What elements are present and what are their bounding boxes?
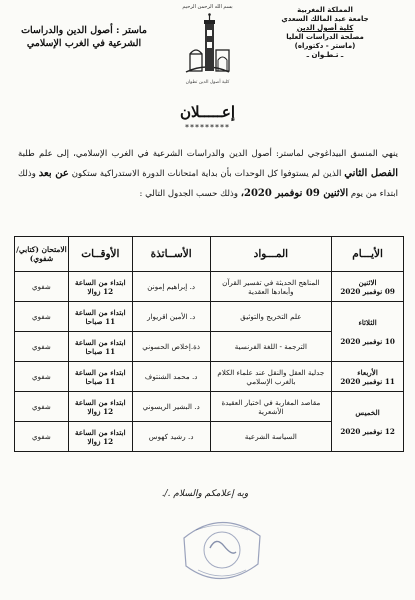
day-cell (332, 302, 404, 362)
header-university: جامعة عبد المالك السعدي (281, 15, 369, 23)
professor-cell: د. الأمين اقريوار (132, 302, 210, 332)
day-date: 10 نوفمبر 2020 (340, 336, 395, 346)
table-row (15, 272, 404, 302)
paragraph-after-remote: وذلك ابتداء من يوم (18, 169, 398, 199)
exam-type-cell: شفوي (15, 392, 69, 422)
paragraph-ending: وذلك حسب الجدول التالي : (139, 189, 239, 199)
subject-cell: السياسة الشرعية (210, 422, 332, 452)
exam-type-cell: شفوي (15, 302, 69, 332)
header-levels: (ماستر - دكتوراه) (294, 42, 356, 50)
professor-cell: د. البشير الريسوني (132, 392, 210, 422)
paragraph-middle: الذين لم يستوفوا كل الوحدات بأن بداية امتحانات الدورة الاستدراكية ستكون (71, 169, 342, 179)
day-cell (332, 392, 404, 452)
day-date: 11 نوفمبر 2020 (340, 376, 395, 386)
header-subjects: المـــواد (210, 237, 332, 272)
exam-schedule-table (14, 236, 404, 452)
table-row (15, 362, 404, 392)
announcement-paragraph (18, 145, 398, 204)
closing-line: وبه إعلامكم والسلام ./. (161, 489, 249, 499)
day-name: الثلاثاء (358, 317, 377, 327)
master-header (14, 24, 154, 50)
subject-cell: جدلية العقل والنقل عند علماء الكلام بالغرب الإسلامي (210, 362, 332, 392)
header-department: مصلحة الدراسات العليا (286, 33, 364, 41)
day-cell (332, 272, 404, 302)
header-times: الأوقــات (68, 237, 132, 272)
subject-cell: الترجمة - اللغة الفرنسية (210, 332, 332, 362)
institution-header (265, 6, 385, 60)
exam-type-cell: شفوي (15, 362, 69, 392)
subject-cell: المناهج الحديثة في تفسير القرآن وأبعادها العقدية (210, 272, 332, 302)
logo-caption: كلية أصول الدين تطوان (185, 80, 230, 85)
paragraph-semester: الفصل الثاني (344, 168, 399, 179)
day-name: الاثنين (358, 277, 377, 287)
faculty-logo (180, 12, 235, 80)
header-exam-type: الامتحان (كتابي/ شفوي) (15, 237, 69, 272)
table-row (15, 392, 404, 422)
day-date: 09 نوفمبر 2020 (340, 286, 395, 296)
mosque-logo-icon (180, 12, 235, 80)
time-cell: ابتداء من الساعة 11 صباحا (68, 362, 132, 392)
day-name: الأربعاء (357, 367, 378, 377)
exam-type-cell: شفوي (15, 272, 69, 302)
header-days: الأيـــام (332, 237, 404, 272)
paragraph-start-date: الاثنين 09 نوفمبر 2020، (240, 188, 349, 199)
table-row (15, 302, 404, 332)
time-cell: ابتداء من الساعة 12 زوالا (68, 392, 132, 422)
official-stamp-icon (176, 508, 266, 594)
professor-cell: د. محمد الشنتوف (132, 362, 210, 392)
subject-cell: علم التخريج والتوثيق (210, 302, 332, 332)
title-stars: ********* (185, 123, 230, 132)
paragraph-intro: ينهي المنسق البيداغوجي لماستر: أصول الدين والدراسات الشرعية في الغرب الإسلامي، إلى علم طلبة (18, 149, 398, 159)
day-name: الخميس (355, 407, 380, 417)
header-kingdom: المملكة المغربية (297, 6, 353, 14)
master-line-2: الشرعية في الغرب الإسلامي (26, 38, 142, 49)
day-cell (332, 362, 404, 392)
table-header-row (15, 237, 404, 272)
header-faculty: كلية أصول الدين (296, 24, 354, 32)
time-cell: ابتداء من الساعة 12 زوالا (68, 422, 132, 452)
header-city: ـ تـطـوان ـ (306, 51, 344, 59)
paragraph-remote: عن بعد (38, 168, 69, 179)
subject-cell: مقاصد المغاربة في اختيار العقيدة الأشعرية (210, 392, 332, 422)
page-title: إعـــــلان (179, 103, 236, 121)
professor-cell: ذة.إخلاص الحسوني (132, 332, 210, 362)
day-date: 12 نوفمبر 2020 (340, 426, 395, 436)
professor-cell: د. إبراهيم إمونن (132, 272, 210, 302)
time-cell: ابتداء من الساعة 11 صباحا (68, 332, 132, 362)
exam-type-cell: شفوي (15, 422, 69, 452)
time-cell: ابتداء من الساعة 11 صباحا (68, 302, 132, 332)
exam-type-cell: شفوي (15, 332, 69, 362)
basmala: بسم الله الرحمن الرحيم (182, 4, 233, 10)
header-professors: الأســاتذة (132, 237, 210, 272)
time-cell: ابتداء من الساعة 12 زوالا (68, 272, 132, 302)
master-line-1: ماستر : أصول الدين والدراسات (21, 25, 147, 36)
professor-cell: د. رشيد كهوس (132, 422, 210, 452)
